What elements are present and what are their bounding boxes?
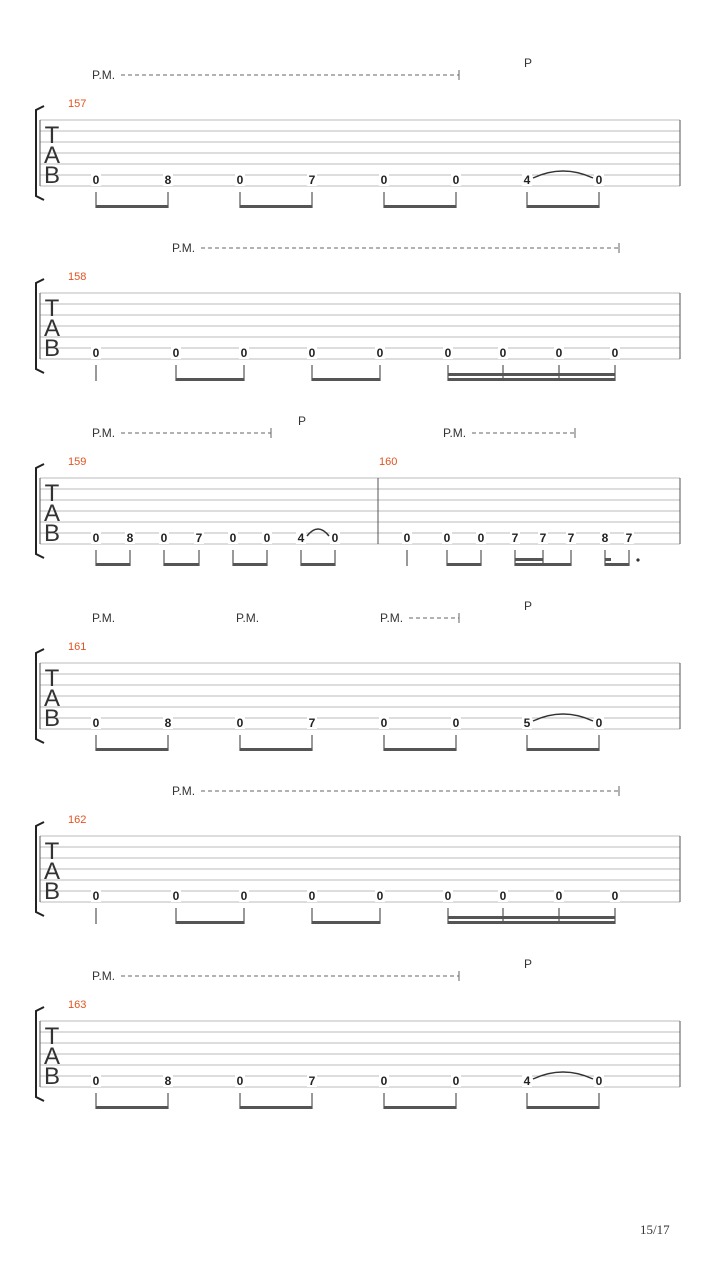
tab-system-2 bbox=[0, 223, 720, 393]
page-number: 15/17 bbox=[640, 1222, 670, 1237]
note-beam bbox=[605, 563, 629, 566]
note-beam-partial bbox=[605, 558, 611, 561]
fret-number: 8 bbox=[164, 173, 172, 187]
note-beam bbox=[96, 563, 130, 566]
note-beam bbox=[527, 748, 599, 751]
measure-number: 161 bbox=[68, 641, 87, 653]
fret-number: 0 bbox=[595, 716, 603, 730]
fret-number: 0 bbox=[308, 346, 316, 360]
tab-clef-b: B bbox=[43, 520, 61, 547]
fret-number: 0 bbox=[92, 716, 100, 730]
measure-number: 157 bbox=[68, 98, 87, 110]
fret-number: 0 bbox=[92, 1074, 100, 1088]
palm-mute-label: P.M. bbox=[92, 426, 116, 440]
system-1-svg bbox=[0, 50, 720, 220]
measure-number: 158 bbox=[68, 271, 87, 283]
note-beam bbox=[527, 1106, 599, 1109]
pull-off-label: P bbox=[524, 599, 533, 613]
fret-number: 7 bbox=[308, 716, 316, 730]
tab-clef-b: B bbox=[43, 878, 61, 905]
note-beam bbox=[240, 205, 312, 208]
fret-number: 0 bbox=[160, 531, 168, 545]
note-beam-secondary bbox=[448, 921, 615, 924]
tab-clef-a: A bbox=[43, 315, 61, 342]
fret-number: 7 bbox=[567, 531, 575, 545]
tab-system-1 bbox=[0, 50, 720, 220]
fret-number: 4 bbox=[523, 1074, 531, 1088]
fret-number: 0 bbox=[499, 346, 507, 360]
tab-clef-a: A bbox=[43, 500, 61, 527]
measure-number: 159 bbox=[68, 456, 87, 468]
system-6-svg bbox=[0, 951, 720, 1121]
tab-clef-a: A bbox=[43, 685, 61, 712]
fret-number: 8 bbox=[164, 716, 172, 730]
note-beam bbox=[176, 378, 244, 381]
fret-number: 5 bbox=[523, 716, 531, 730]
fret-number: 0 bbox=[555, 346, 563, 360]
palm-mute-label: P.M. bbox=[443, 426, 467, 440]
tab-clef-t: T bbox=[44, 1023, 60, 1050]
fret-number: 0 bbox=[380, 1074, 388, 1088]
fret-number: 0 bbox=[229, 531, 237, 545]
palm-mute-label: P.M. bbox=[172, 241, 196, 255]
fret-number: 0 bbox=[376, 346, 384, 360]
note-beam bbox=[527, 205, 599, 208]
fret-number: 7 bbox=[308, 173, 316, 187]
tab-clef-a: A bbox=[43, 1043, 61, 1070]
palm-mute-label: P.M. bbox=[236, 611, 260, 625]
tab-system-6 bbox=[0, 951, 720, 1121]
note-beam bbox=[96, 1106, 168, 1109]
system-2-svg bbox=[0, 223, 720, 393]
fret-number: 7 bbox=[539, 531, 547, 545]
note-beam bbox=[447, 563, 481, 566]
fret-number: 0 bbox=[376, 889, 384, 903]
system-3-svg bbox=[0, 408, 720, 578]
fret-number: 0 bbox=[444, 346, 452, 360]
note-beam bbox=[448, 373, 615, 376]
note-beam bbox=[96, 205, 168, 208]
fret-number: 0 bbox=[555, 889, 563, 903]
note-beam bbox=[448, 916, 615, 919]
measure-number: 160 bbox=[379, 456, 398, 468]
fret-number: 0 bbox=[92, 531, 100, 545]
palm-mute-label: P.M. bbox=[172, 784, 196, 798]
note-beam bbox=[96, 748, 168, 751]
fret-number: 7 bbox=[511, 531, 519, 545]
fret-number: 0 bbox=[331, 531, 339, 545]
note-beam-secondary bbox=[515, 558, 543, 561]
system-5-svg bbox=[0, 766, 720, 936]
note-beam-secondary bbox=[448, 378, 615, 381]
system-4-svg bbox=[0, 593, 720, 763]
fret-number: 0 bbox=[92, 346, 100, 360]
fret-number: 8 bbox=[164, 1074, 172, 1088]
measure-number: 163 bbox=[68, 999, 87, 1011]
fret-number: 0 bbox=[452, 1074, 460, 1088]
fret-number: 0 bbox=[452, 173, 460, 187]
tab-clef-b: B bbox=[43, 162, 61, 189]
note-beam bbox=[384, 748, 456, 751]
fret-number: 0 bbox=[92, 889, 100, 903]
fret-number: 7 bbox=[625, 531, 633, 545]
fret-number: 8 bbox=[126, 531, 134, 545]
tab-clef-b: B bbox=[43, 705, 61, 732]
palm-mute-label: P.M. bbox=[380, 611, 404, 625]
fret-number: 0 bbox=[263, 531, 271, 545]
tab-system-4 bbox=[0, 593, 720, 763]
note-beam bbox=[240, 748, 312, 751]
fret-number: 0 bbox=[452, 716, 460, 730]
fret-number: 0 bbox=[444, 889, 452, 903]
fret-number: 0 bbox=[92, 173, 100, 187]
tab-clef-b: B bbox=[43, 1063, 61, 1090]
tab-clef-t: T bbox=[44, 665, 60, 692]
dotted-rhythm bbox=[636, 558, 639, 561]
note-beam bbox=[240, 1106, 312, 1109]
pull-off-label: P bbox=[524, 957, 533, 971]
measure-number: 162 bbox=[68, 814, 87, 826]
tab-system-5 bbox=[0, 766, 720, 936]
palm-mute-label: P.M. bbox=[92, 611, 116, 625]
fret-number: 7 bbox=[308, 1074, 316, 1088]
tab-clef-t: T bbox=[44, 838, 60, 865]
fret-number: 0 bbox=[236, 173, 244, 187]
note-beam bbox=[384, 1106, 456, 1109]
tab-clef-t: T bbox=[44, 295, 60, 322]
note-beam bbox=[384, 205, 456, 208]
note-beam bbox=[312, 378, 380, 381]
fret-number: 7 bbox=[195, 531, 203, 545]
note-beam bbox=[233, 563, 267, 566]
fret-number: 0 bbox=[172, 346, 180, 360]
fret-number: 0 bbox=[380, 173, 388, 187]
pull-off-label: P bbox=[524, 56, 533, 70]
fret-number: 0 bbox=[443, 531, 451, 545]
fret-number: 0 bbox=[595, 1074, 603, 1088]
fret-number: 0 bbox=[477, 531, 485, 545]
fret-number: 0 bbox=[236, 716, 244, 730]
fret-number: 4 bbox=[523, 173, 531, 187]
fret-number: 0 bbox=[236, 1074, 244, 1088]
note-beam bbox=[515, 563, 571, 566]
tab-clef-t: T bbox=[44, 480, 60, 507]
note-beam bbox=[312, 921, 380, 924]
note-beam bbox=[301, 563, 335, 566]
fret-number: 0 bbox=[611, 889, 619, 903]
fret-number: 0 bbox=[240, 889, 248, 903]
fret-number: 0 bbox=[595, 173, 603, 187]
pull-off-label: P bbox=[298, 414, 307, 428]
note-beam bbox=[176, 921, 244, 924]
tab-system-3 bbox=[0, 408, 720, 578]
fret-number: 0 bbox=[172, 889, 180, 903]
fret-number: 0 bbox=[611, 346, 619, 360]
palm-mute-label: P.M. bbox=[92, 68, 116, 82]
fret-number: 4 bbox=[297, 531, 305, 545]
fret-number: 0 bbox=[240, 346, 248, 360]
fret-number: 0 bbox=[403, 531, 411, 545]
tab-clef-a: A bbox=[43, 858, 61, 885]
palm-mute-label: P.M. bbox=[92, 969, 116, 983]
note-beam bbox=[164, 563, 199, 566]
fret-number: 0 bbox=[308, 889, 316, 903]
fret-number: 0 bbox=[380, 716, 388, 730]
tab-clef-t: T bbox=[44, 122, 60, 149]
tab-clef-a: A bbox=[43, 142, 61, 169]
fret-number: 8 bbox=[601, 531, 609, 545]
fret-number: 0 bbox=[499, 889, 507, 903]
tab-clef-b: B bbox=[43, 335, 61, 362]
